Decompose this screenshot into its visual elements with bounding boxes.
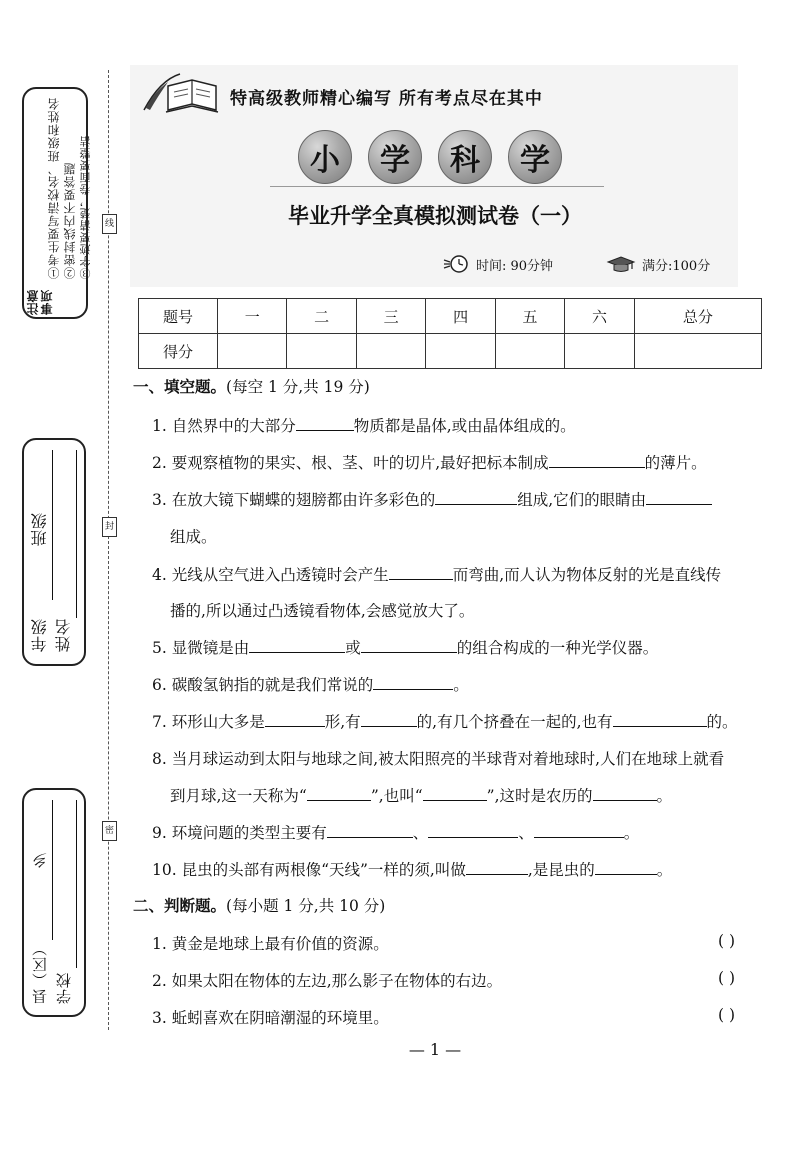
township-label: 乡 (31, 852, 49, 868)
time-text: 时间: 90分钟 (476, 258, 554, 274)
page-title (298, 130, 562, 184)
judge-item-2: 2. 如果太阳在物体的左边,那么影子在物体的右边。 (152, 972, 503, 990)
question-1 (152, 414, 576, 436)
score-cell[interactable] (634, 334, 761, 369)
question-text: 10. 昆虫的头部有两根像“天线”一样的须,叫做 (152, 861, 466, 879)
question-text: 1. 自然界中的大部分 (152, 417, 296, 435)
county-underline (52, 800, 53, 940)
question-text: 而弯曲,而人认为物体反射的光是直线传 (452, 566, 722, 584)
answer-blank[interactable] (389, 565, 453, 580)
judge-item-3: 3. 蚯蚓喜欢在阴暗潮湿的环境里。 (152, 1009, 389, 1027)
notice-heading: 注意事项 (26, 289, 54, 315)
question-text: ”,这时是农历的 (486, 787, 593, 805)
question-9 (152, 821, 639, 843)
exam-full-score (606, 254, 710, 274)
grade-underline (52, 450, 53, 600)
answer-blank[interactable] (423, 786, 487, 801)
question-text: 的。 (706, 713, 738, 731)
score-header-cell: 二 (287, 299, 356, 334)
question-text: ,是昆虫的 (527, 861, 595, 879)
answer-blank[interactable] (435, 490, 517, 505)
question-2 (152, 451, 707, 473)
title-char: 科 (438, 130, 492, 184)
score-cell[interactable] (495, 334, 564, 369)
question-text: 2. 要观察植物的果实、根、茎、叶的切片,最好把标本制成 (152, 454, 549, 472)
score-header-cell: 四 (426, 299, 495, 334)
score-cell[interactable] (218, 334, 287, 369)
question-text: ”,也叫“ (370, 787, 423, 805)
question-8 (152, 747, 724, 769)
question-text: 7. 环形山大多是 (152, 713, 265, 731)
section-note: (每小题 1 分,共 10 分) (226, 897, 386, 915)
answer-parentheses[interactable]: ( ) (718, 1006, 736, 1024)
answer-blank[interactable] (549, 453, 645, 468)
section-heading (133, 375, 370, 397)
question-7 (152, 710, 738, 732)
name-label: 姓名 (54, 618, 73, 652)
exam-time (442, 254, 553, 274)
question-text: 物质都是晶体,或由晶体组成的。 (353, 417, 576, 435)
question-text: 的薄片。 (644, 454, 707, 472)
graduation-cap-icon (606, 254, 636, 274)
cut-mark-line: 线 (102, 214, 117, 234)
question-3 (152, 488, 712, 510)
book-quill-icon (140, 70, 228, 116)
score-header-cell: 总分 (634, 299, 761, 334)
section-note: (每空 1 分,共 19 分) (226, 378, 370, 396)
answer-blank[interactable] (613, 712, 707, 727)
question-10 (152, 858, 672, 880)
question-text: 的组合构成的一种光学仪器。 (456, 639, 659, 657)
answer-blank[interactable] (534, 823, 624, 838)
answer-parentheses[interactable]: ( ) (718, 969, 736, 987)
class-label: 班级 (30, 512, 49, 546)
score-cell[interactable] (287, 334, 356, 369)
question-text: 8. 当月球运动到太阳与地球之间,被太阳照亮的半球背对着地球时,人们在地球上就看 (152, 750, 725, 768)
notice-line-2: ②密封线内不要答题 (63, 162, 77, 279)
question-4-cont (170, 599, 474, 621)
answer-blank[interactable] (595, 860, 657, 875)
header-slogan: 特高级教师精心编写 所有考点尽在其中 (230, 89, 543, 109)
answer-blank[interactable] (327, 823, 413, 838)
score-header-cell: 题号 (139, 299, 218, 334)
full-score-text: 满分:100分 (642, 258, 711, 274)
answer-blank[interactable] (593, 786, 657, 801)
question-text: 3. 在放大镜下蝴蝶的翅膀都由许多彩色的 (152, 491, 436, 509)
answer-blank[interactable] (646, 490, 712, 505)
score-cell[interactable] (426, 334, 495, 369)
score-row-label: 得分 (139, 334, 218, 369)
title-char: 小 (298, 130, 352, 184)
answer-blank[interactable] (361, 638, 457, 653)
question-text: 组成。 (170, 528, 217, 546)
answer-blank[interactable] (373, 675, 453, 690)
question-text: 或 (345, 639, 361, 657)
score-header-cell: 六 (565, 299, 634, 334)
cut-mark-seal: 封 (102, 517, 117, 537)
answer-blank[interactable] (249, 638, 345, 653)
question-text: 的,有几个挤叠在一起的,也有 (416, 713, 613, 731)
question-5 (152, 636, 658, 658)
question-text: 播的,所以通过凸透镜看物体,会感觉放大了。 (170, 602, 475, 620)
notice-line-3: ③字迹要清楚，卷面要整洁 (79, 135, 92, 279)
question-3-cont (170, 525, 217, 547)
score-table-header-row (139, 299, 762, 334)
name-underline (76, 450, 77, 618)
score-header-cell: 五 (495, 299, 564, 334)
question-text: 9. 环境问题的类型主要有 (152, 824, 327, 842)
school-field[interactable] (56, 794, 76, 1010)
answer-parentheses[interactable]: ( ) (718, 932, 736, 950)
clock-icon (442, 254, 470, 274)
name-field[interactable] (56, 444, 76, 660)
question-6 (152, 673, 469, 695)
student-info-box (22, 438, 86, 666)
question-text: 4. 光线从空气进入凸透镜时会产生 (152, 566, 389, 584)
score-header-cell: 一 (218, 299, 287, 334)
title-char: 学 (508, 130, 562, 184)
county-label: 县（区） (31, 940, 49, 1004)
question-text: 、 (518, 824, 534, 842)
question-8-cont (170, 784, 672, 806)
question-text: 。 (656, 861, 673, 879)
page-number: — 1 — (408, 1040, 462, 1059)
county-field[interactable] (32, 794, 52, 1010)
score-table-row (139, 334, 762, 369)
judge-item-1: 1. 黄金是地球上最有价值的资源。 (152, 935, 389, 953)
answer-blank[interactable] (265, 712, 325, 727)
answer-blank[interactable] (296, 416, 354, 431)
question-text: 。 (623, 824, 640, 842)
question-text: 6. 碳酸氢钠指的就是我们常说的 (152, 676, 374, 694)
section-heading (133, 894, 385, 916)
school-label: 学校 (55, 972, 73, 1004)
school-info-box (22, 788, 86, 1017)
answer-blank[interactable] (361, 712, 417, 727)
question-text: 组成,它们的眼睛由 (517, 491, 647, 509)
section-title: 二、判断题。 (133, 897, 227, 915)
question-text: 5. 显微镜是由 (152, 639, 250, 657)
question-text: 。 (453, 676, 469, 694)
class-field[interactable] (32, 444, 52, 564)
section-title: 一、填空题。 (133, 378, 227, 396)
question-text: 形,有 (324, 713, 361, 731)
grade-label: 年级 (30, 618, 49, 652)
school-underline (76, 800, 77, 968)
exam-subtitle: 毕业升学全真模拟测试卷（一） (288, 204, 582, 228)
answer-blank[interactable] (307, 786, 371, 801)
score-cell[interactable] (565, 334, 634, 369)
question-text: 到月球,这一天称为“ (170, 787, 307, 805)
title-divider (270, 186, 604, 187)
notice-line-1: ①考生要写清校名、班级和姓名 (47, 97, 61, 279)
question-text: 、 (412, 824, 429, 842)
question-text: 。 (656, 787, 673, 805)
title-char: 学 (368, 130, 422, 184)
answer-blank[interactable] (428, 823, 518, 838)
answer-blank[interactable] (466, 860, 528, 875)
cut-mark-secret: 密 (102, 821, 117, 841)
question-4 (152, 563, 721, 585)
score-cell[interactable] (356, 334, 425, 369)
score-header-cell: 三 (356, 299, 425, 334)
score-table (138, 298, 762, 369)
